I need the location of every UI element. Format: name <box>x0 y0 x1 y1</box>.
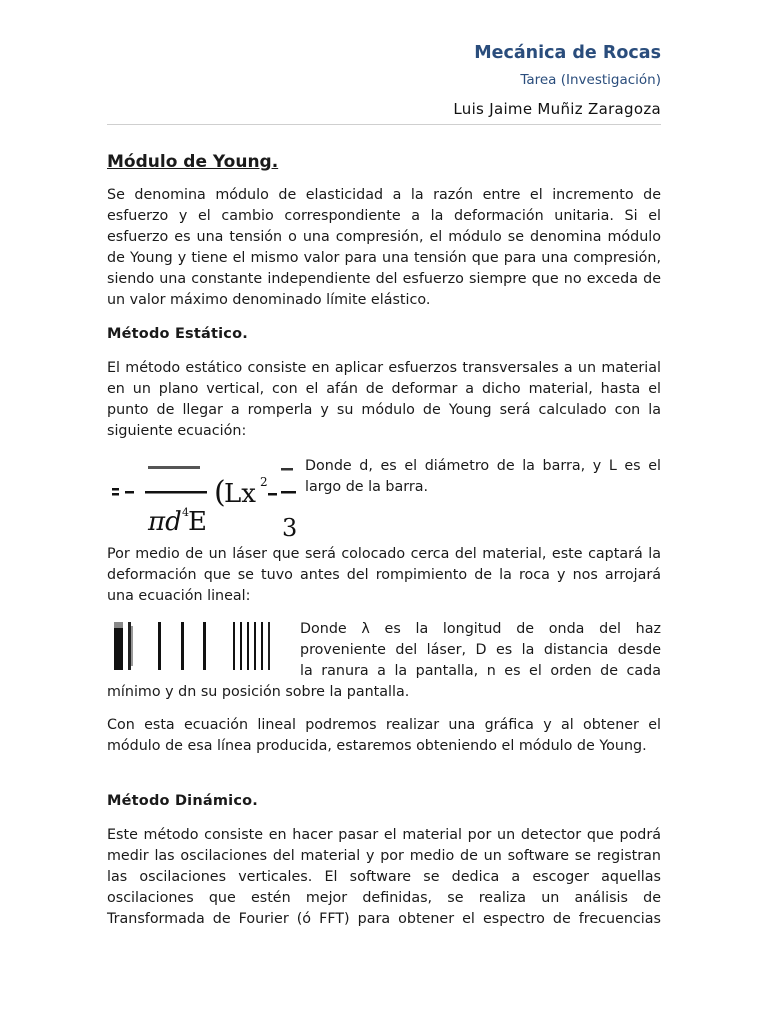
static-method-heading: Método Estático. <box>107 326 248 342</box>
svg-text:πd: πd <box>148 507 182 537</box>
svg-text:3: 3 <box>282 514 298 540</box>
svg-text:2: 2 <box>260 475 268 489</box>
page-header <box>107 40 661 120</box>
section-title: Módulo de Young. <box>107 152 279 172</box>
svg-text:E: E <box>188 507 207 537</box>
task-label: Tarea (Investigación) <box>520 72 661 88</box>
dynamic-method-heading: Método Dinámico. <box>107 793 259 809</box>
laser-note-tail: mínimo y dn su posición sobre la pantalla. <box>107 684 410 700</box>
diffraction-pattern-image <box>112 622 290 670</box>
formula-image <box>110 458 300 540</box>
author-name: Luis Jaime Muñiz Zaragoza <box>453 100 661 118</box>
svg-text:4: 4 <box>182 506 189 519</box>
svg-text:Lx: Lx <box>224 479 256 509</box>
static-paragraph-3: Con esta ecuación lineal podremos realizar una gráfica y al obtener el módulo de esa línea producida, estaremos obteniendo el módulo de Young. <box>107 717 661 754</box>
laser-note-line: Donde λ es la longitud de onda del haz <box>300 621 661 637</box>
static-paragraph-2: Por medio de un láser que será colocado cerca del material, este captará la deformación que se tuvo antes del rompimiento de la roca y nos arrojará una ecuación lineal: <box>107 546 661 604</box>
laser-note <box>300 619 661 682</box>
formula-note: Donde d, es el diámetro de la barra, y L es el largo de la barra. <box>305 458 661 495</box>
laser-note-line: proveniente del láser, D es la distancia desde <box>300 642 661 658</box>
laser-note-line: la ranura a la pantalla, n es el orden de cada <box>300 663 661 679</box>
header-divider <box>107 124 661 125</box>
static-paragraph-1: El método estático consiste en aplicar esfuerzos transversales a un material en un plano vertical, con el afán de deformar a dicho material, hasta el punto de llegar a romperla y su módulo de Young será calculado con la siguiente ecuación: <box>107 360 661 439</box>
course-title: Mecánica de Rocas <box>474 43 661 63</box>
svg-text:(: ( <box>214 475 226 510</box>
dynamic-paragraph-1: Este método consiste en hacer pasar el material por un detector que podrá medir las oscilaciones del material y por medio de un software se registran las oscilaciones verticales. El software se dedica a escoger aquellas oscilaciones que estén mejor definidas, se realiza un análisis de Transformada de Fourier (ó FFT) para obtener el espectro de frecuencias <box>107 827 661 927</box>
intro-paragraph: Se denomina módulo de elasticidad a la razón entre el incremento de esfuerzo y el cambio correspondiente a la deformación unitaria. Si el esfuerzo es una tensión o una compresión, el módulo se denomina módulo de Young y tiene el mismo valor para una tensión que para una compresión, siendo una constante independiente del esfuerzo siempre que no exceda de un valor máximo denominado límite elástico. <box>107 187 661 308</box>
